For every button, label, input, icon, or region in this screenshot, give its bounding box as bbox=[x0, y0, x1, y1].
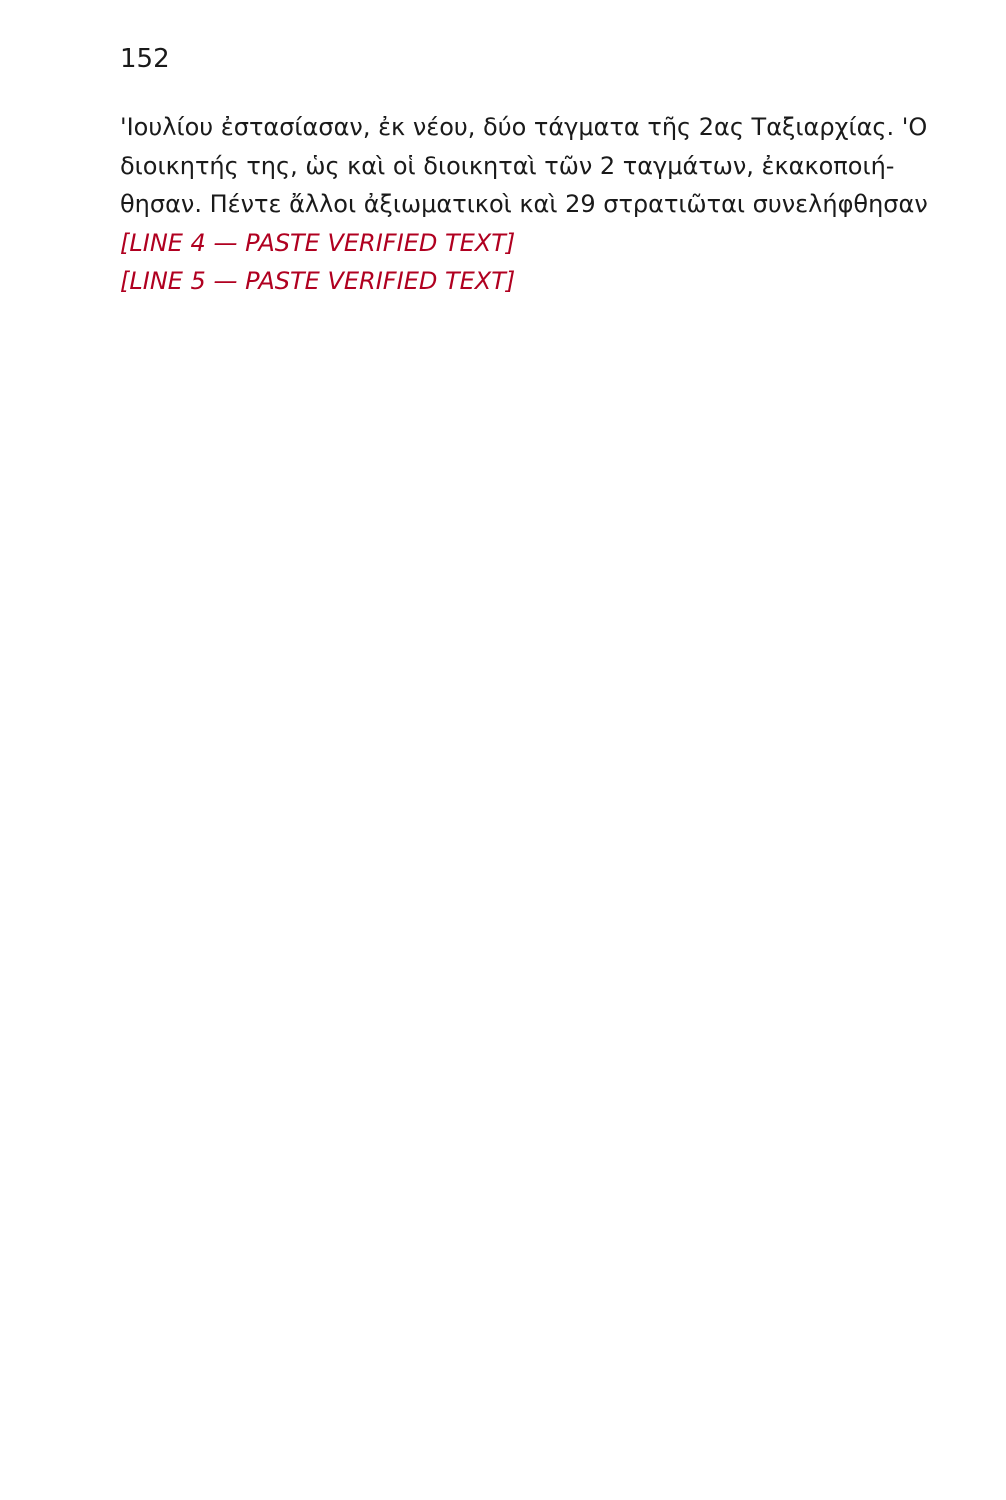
text-line: [LINE 5 — PASTE VERIFIED TEXT] bbox=[120, 267, 516, 296]
text-line: διοικητής της, ὡς καὶ οἱ διοικηταὶ τῶν 2 ταγμάτων, ἐκακοποιή- bbox=[120, 151, 895, 180]
body-text bbox=[120, 108, 980, 301]
page-number: 152 bbox=[120, 44, 170, 74]
text-line: 'Ιουλίου ἐστασίασαν, ἐκ νέου, δύο τάγματα τῆς 2ας Ταξιαρχίας. 'Ο bbox=[120, 113, 928, 141]
text-line: [LINE 4 — PASTE VERIFIED TEXT] bbox=[120, 228, 516, 257]
text-line: θησαν. Πέντε ἄλλοι ἀξιωματικοὶ καὶ 29 στρατιῶται συνελήφθησαν bbox=[120, 190, 928, 219]
